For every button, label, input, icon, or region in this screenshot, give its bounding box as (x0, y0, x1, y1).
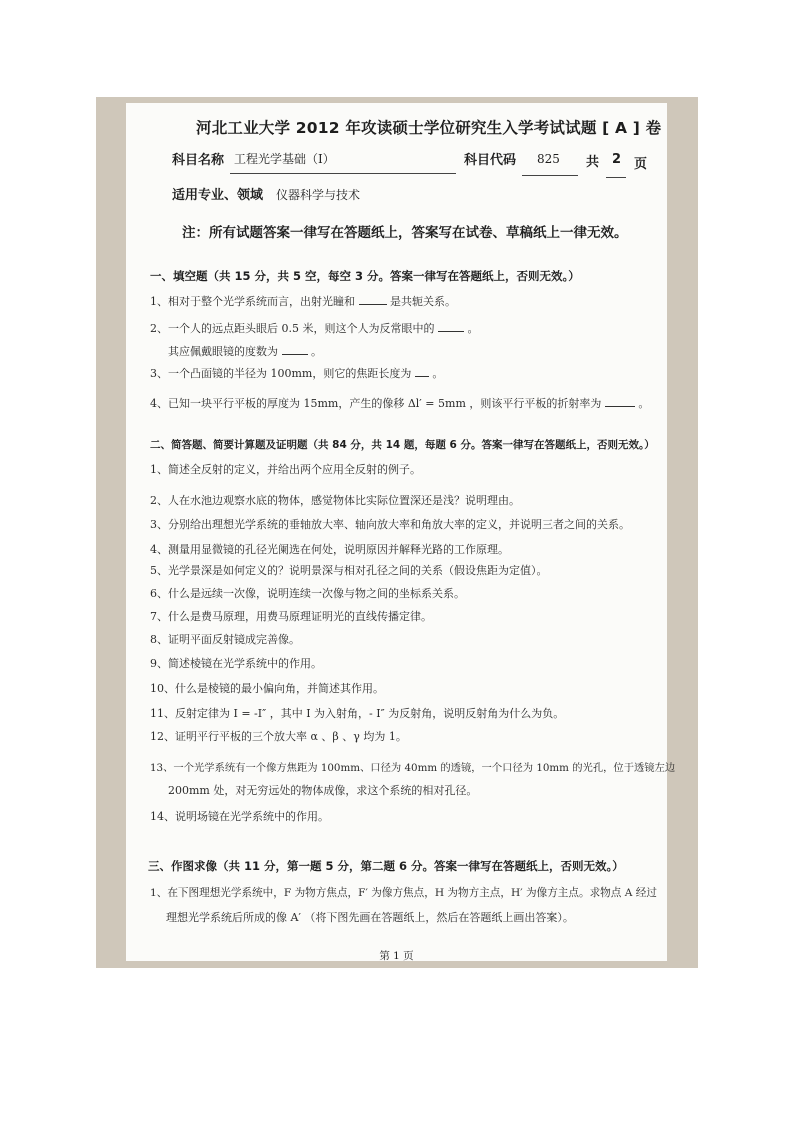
section3-heading: 三、作图求像（共 11 分，第一题 5 分，第二题 6 分。答案一律写在答题纸上，否则无效。） (148, 859, 624, 873)
s2-question-1: 1、简述全反射的定义，并给出两个应用全反射的例子。 (150, 463, 421, 476)
answer-blank (282, 343, 308, 355)
s3-question-1-cont: 理想光学系统后所成的像 A′ （将下图先画在答题纸上，然后在答题纸上画出答案）。 (166, 911, 574, 924)
answer-blank (605, 395, 635, 407)
major-label: 适用专业、领域 (172, 188, 264, 203)
s2-question-11: 11、反射定律为 I = -I″ ，其中 I 为入射角，- I″ 为反射角，说明反射角为什么为负。 (150, 707, 565, 720)
s2-question-13: 13、一个光学系统有一个像方焦距为 100mm、口径为 40mm 的透镜，一个口径为 10mm 的光孔，位于透镜左边 (150, 762, 676, 774)
subject-label: 科目名称 (172, 153, 225, 168)
subject-value: 工程光学基础（I） (234, 152, 335, 166)
s2-question-9: 9、简述棱镜在光学系统中的作用。 (150, 657, 322, 670)
exam-title: 河北工业大学 2012 年攻读硕士学位研究生入学考试试题 [ A ] 卷 (196, 119, 662, 137)
pages-suffix: 页 (634, 157, 648, 172)
s2-question-5: 5、光学景深是如何定义的？说明景深与相对孔径之间的关系（假设焦距为定值）。 (150, 564, 548, 577)
notice: 注：所有试题答案一律写在答题纸上，答案写在试卷、草稿纸上一律无效。 (182, 225, 628, 241)
s2-question-8: 8、证明平面反射镜成完善像。 (150, 633, 300, 646)
pages-underline (606, 177, 626, 178)
answer-blank (438, 320, 464, 332)
code-value: 825 (537, 152, 560, 166)
pages-prefix: 共 (586, 155, 600, 170)
s1-question-3: 3、一个凸面镜的半径为 100mm，则它的焦距长度为 。 (150, 367, 444, 380)
s2-question-12: 12、证明平行平板的三个放大率 α 、β 、γ 均为 1。 (150, 730, 407, 743)
code-label: 科目代码 (464, 153, 517, 168)
subject-underline (230, 173, 456, 174)
s1-question-4: 4、已知一块平行平板的厚度为 15mm，产生的像移 Δl′ = 5mm ，则该平行平板的折射率为 。 (150, 397, 650, 410)
major-value: 仪器科学与技术 (276, 188, 361, 202)
exam-page (126, 103, 676, 962)
section2-heading: 二、简答题、简要计算题及证明题（共 84 分，共 14 题，每题 6 分。答案一律写在答题纸上，否则无效。） (150, 439, 655, 451)
s3-question-1: 1、在下图理想光学系统中，F 为物方焦点，F′ 为像方焦点，H 为物方主点，H′ 为像方主点。求物点 A 经过 (150, 887, 657, 899)
s1-question-2-cont: 其应佩戴眼镜的度数为 。 (168, 345, 322, 358)
s2-question-2: 2、人在水池边观察水底的物体，感觉物体比实际位置深还是浅？说明理由。 (150, 494, 520, 507)
s2-question-13-cont: 200mm 处，对无穷远处的物体成像，求这个系统的相对孔径。 (168, 784, 478, 797)
s2-question-4: 4、测量用显微镜的孔径光阑选在何处，说明原因并解释光路的工作原理。 (150, 543, 509, 556)
section1-heading: 一、填空题（共 15 分，共 5 空，每空 3 分。答案一律写在答题纸上，否则无效。） (150, 269, 580, 283)
s2-question-6: 6、什么是远续一次像，说明连续一次像与物之间的坐标系关系。 (150, 587, 465, 600)
code-underline (522, 175, 578, 176)
answer-blank (359, 293, 387, 305)
s2-question-3: 3、分别给出理想光学系统的垂轴放大率、轴向放大率和角放大率的定义，并说明三者之间的关系。 (150, 518, 630, 531)
answer-blank (415, 365, 429, 377)
page-number: 第 1 页 (379, 950, 414, 962)
s2-question-14: 14、说明场镜在光学系统中的作用。 (150, 810, 329, 823)
s1-question-1: 1、相对于整个光学系统而言，出射光瞳和 是共轭关系。 (150, 295, 456, 308)
pages-value: 2 (612, 152, 622, 167)
s1-question-2: 2、一个人的远点距头眼后 0.5 米，则这个人为反常眼中的 。 (150, 322, 479, 335)
s2-question-10: 10、什么是棱镜的最小偏向角，并简述其作用。 (150, 682, 384, 695)
s2-question-7: 7、什么是费马原理，用费马原理证明光的直线传播定律。 (150, 610, 432, 623)
